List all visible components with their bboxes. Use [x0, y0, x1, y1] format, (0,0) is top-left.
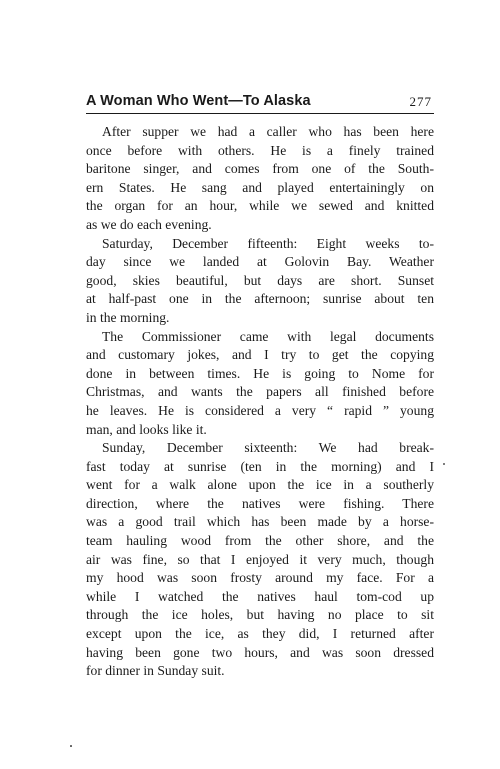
- text-line: Saturday, December fifteenth: Eight weeks to-: [102, 235, 434, 251]
- body-text: [86, 123, 434, 681]
- print-speck: [443, 463, 445, 465]
- text-line: baritone singer, and comes from one of the South-: [86, 161, 434, 177]
- text-line: team hauling wood from the other shore, and the: [86, 533, 434, 549]
- text-line: and customary jokes, and I try to get the copying: [86, 347, 434, 363]
- text-line: at half-past one in the afternoon; sunrise about ten: [86, 291, 434, 307]
- text-line: the organ for an hour, while we sewed and knitted: [86, 198, 434, 214]
- text-line: air was fine, so that I enjoyed it very much, though: [86, 551, 434, 567]
- text-line: except upon the ice, as they did, I returned after: [86, 626, 434, 642]
- text-line: went for a walk alone upon the ice in a southerly: [86, 477, 434, 493]
- text-line: Christmas, and wants the papers all finished before: [86, 384, 434, 400]
- text-line: having been gone two hours, and was soon dressed: [86, 644, 434, 660]
- text-line: After supper we had a caller who has been here: [102, 124, 434, 139]
- text-line: good, skies beautiful, but days are short. Sunset: [86, 272, 434, 288]
- text-line: was a good trail which has been made by a horse-: [86, 514, 434, 530]
- text-line: The Commissioner came with legal documents: [102, 328, 434, 344]
- text-line: direction, where the natives were fishing. There: [86, 495, 434, 511]
- text-line: while I watched the natives haul tom-cod up: [86, 588, 434, 604]
- page-number: 277: [409, 94, 432, 109]
- running-header: [86, 91, 434, 114]
- text-line: he leaves. He is considered a very “ rapid ” young: [86, 402, 434, 418]
- text-line: fast today at sunrise (ten in the morning) and I: [86, 458, 434, 474]
- text-line: day since we landed at Golovin Bay. Weather: [86, 254, 434, 270]
- text-line: ern States. He sang and played entertainingly on: [86, 179, 434, 195]
- text-line: done in between times. He is going to Nome for: [86, 365, 434, 381]
- text-line: for dinner in Sunday suit.: [86, 663, 225, 679]
- print-speck: [70, 745, 72, 747]
- text-line: Sunday, December sixteenth: We had break-: [102, 440, 434, 456]
- text-line: man, and looks like it.: [86, 421, 207, 437]
- text-line: in the morning.: [86, 309, 170, 325]
- text-line: my hood was soon frosty around my face. For a: [86, 570, 434, 586]
- text-line: once before with others. He is a finely trained: [86, 142, 434, 158]
- text-line: through the ice holes, but having no place to sit: [86, 607, 434, 623]
- text-line: as we do each evening.: [86, 216, 212, 232]
- running-header-title: A Woman Who Went—To Alaska: [86, 93, 311, 109]
